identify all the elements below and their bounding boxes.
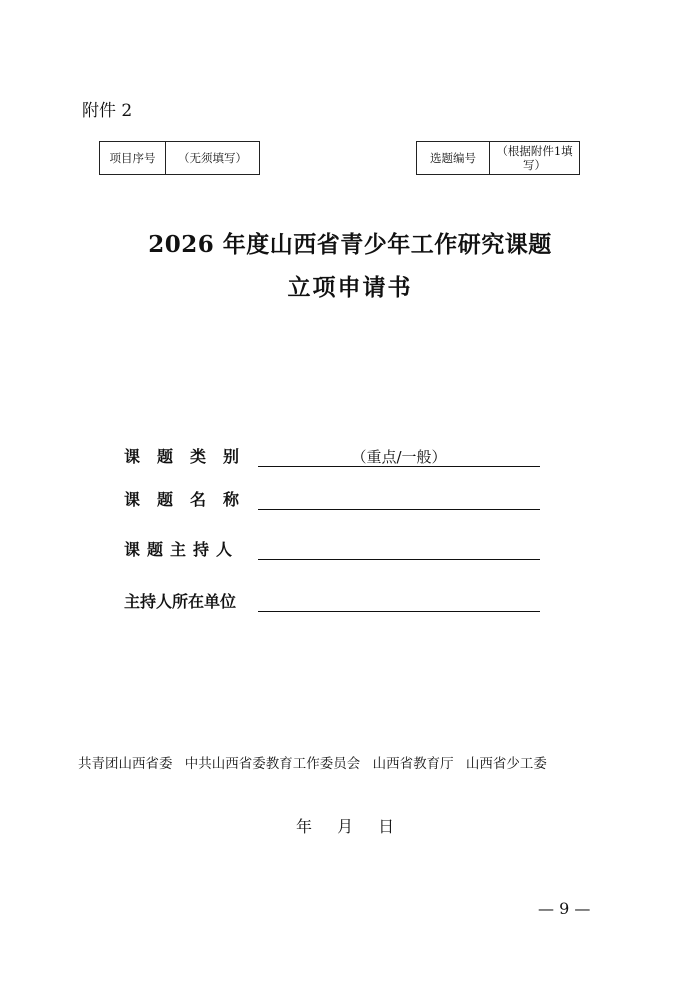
project-number-note: （无须填写） [178,151,247,165]
field-label: 课题主持人 [124,540,240,559]
organization: 山西省教育厅 [372,756,454,772]
organization: 共青团山西省委 [78,756,173,772]
field-line: （重点/一般） [258,446,540,467]
field-label: 课题类别 [124,447,257,466]
document-title: 2026 年度山西省青少年工作研究课题 [148,231,552,258]
topic-number-label: 选题编号 [417,142,490,174]
topic-number-box [416,141,580,175]
organization: 中共山西省委教育工作委员会 [184,756,361,772]
organization: 山西省少工委 [465,756,547,772]
project-number-box [99,141,260,175]
field-line [258,591,540,612]
document-subtitle: 立项申请书 [287,274,413,301]
field-topic-name [124,486,256,510]
field-topic-host [124,536,239,560]
field-line [258,489,540,510]
field-line [258,539,540,560]
organizations-line [78,752,555,772]
date-line: 年 月 日 [296,817,396,836]
topic-number-note: （根据附件1填写） [496,144,573,172]
field-label: 课题名称 [124,490,257,509]
field-topic-category [124,443,447,467]
field-host-unit [124,588,236,612]
attachment-label: 附件 2 [82,101,133,121]
field-label: 主持人所在单位 [124,592,237,611]
page-number: — 9 — [538,899,591,918]
project-number-label: 项目序号 [100,142,166,174]
